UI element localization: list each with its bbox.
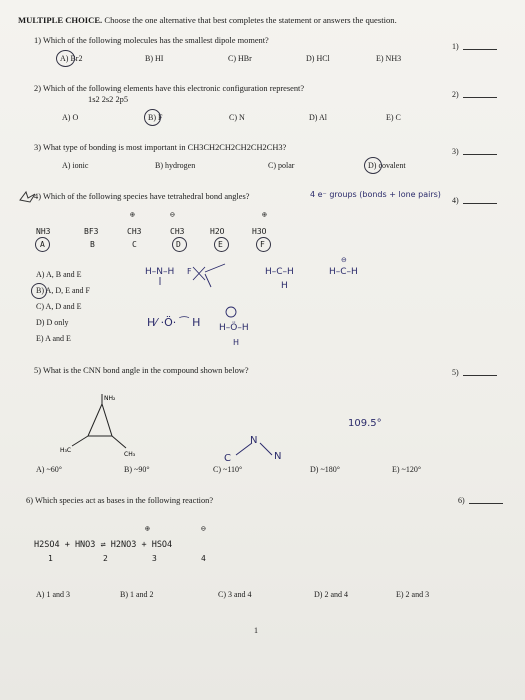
q5-option-a[interactable]: A) ~60° [36,465,62,474]
species-ch3-cation: CH3 [127,227,142,236]
svg-text:CH₃: CH₃ [124,451,136,458]
q4-option-a[interactable]: A) A, B and E [36,270,82,279]
question-number: 2) [34,84,41,93]
letter-d: D [176,240,181,249]
svg-text:H–Ö–H: H–Ö–H [219,323,249,333]
svg-text:H–C–H: H–C–H [329,267,358,277]
question-stem: Which species act as bases in the following reaction? [34,496,214,505]
q3-option-a[interactable]: A) ionic [62,161,89,170]
q4-option-e[interactable]: E) A and E [36,334,71,343]
circled-letter-mark [214,237,229,252]
species-ch3-anion: CH3 [170,227,185,236]
circled-letter-mark [172,237,187,252]
charge-minus: ⊖ [170,210,175,219]
svg-text:H–N–H: H–N–H [145,267,175,277]
question-stem: Which of the following elements have this electronic configuration represent? [42,84,305,93]
q1-option-c[interactable]: C) HBr [228,54,252,63]
q6-option-c[interactable]: C) 3 and 4 [218,590,252,599]
letter-c: C [132,240,137,249]
letter-a: A [40,240,45,249]
circled-letter-mark [35,237,50,252]
svg-text:NH₂: NH₂ [104,395,116,402]
q3-option-d[interactable]: D) covalent [368,161,406,170]
q2-option-b[interactable]: B) F [148,113,163,122]
question-stem: What is the CNN bond angle in the compound shown below? [42,366,249,375]
question-stem: What type of bonding is most important in CH3CH2CH2CH2CH2CH3? [42,143,287,152]
circled-letter-mark [256,237,271,252]
circled-answer-mark [56,50,75,67]
svg-text:H: H [233,338,240,347]
letter-e: E [218,240,223,249]
svg-text:⊖: ⊖ [341,256,347,264]
q4-option-c[interactable]: C) A, D and E [36,302,82,311]
circled-answer-mark [364,157,382,174]
svg-text:F: F [187,267,192,276]
handwritten-note: 4 e⁻ groups (bonds + lone pairs) [310,190,441,199]
answer-blank-4[interactable]: 4) [452,196,497,205]
question-stem: Which of the following species have tetrahedral bond angles? [42,192,250,201]
species-nh3: NH3 [36,227,51,236]
circled-answer-mark [144,109,161,126]
q1-option-e[interactable]: E) NH3 [376,54,402,63]
species-h3o: H3O [252,227,267,236]
question-2 [34,84,304,93]
label-2: 2 [103,554,108,563]
q1-option-a[interactable]: A) Br2 [60,54,83,63]
letter-f: F [260,240,265,249]
answer-blank-2[interactable]: 2) [452,90,497,99]
letter-b: B [90,240,95,249]
q5-option-e[interactable]: E) ~120° [392,465,422,474]
q2-option-d[interactable]: D) Al [309,113,327,122]
q5-option-c[interactable]: C) ~110° [213,465,243,474]
electron-config: 1s2 2s2 2p5 [88,95,129,104]
question-number: 5) [34,366,41,375]
question-stem: Which of the following molecules has the smallest dipole moment? [42,36,269,45]
q5-option-b[interactable]: B) ~90° [124,465,150,474]
question-number: 6) [26,496,33,505]
circled-answer-mark [31,283,47,299]
aziridine-structure-diagram [60,390,140,460]
question-1 [34,36,269,45]
reaction-equation: H2SO4 + HNO3 ⇌ H2NO3 + HSO4 [34,540,173,550]
section-title: MULTIPLE CHOICE. [18,15,103,25]
instructions-text: Choose the one alternative that best completes the statement or answers the question. [104,15,397,25]
q6-option-b[interactable]: B) 1 and 2 [120,590,154,599]
q3-option-b[interactable]: B) hydrogen [155,161,196,170]
svg-text:N: N [250,435,258,446]
q2-option-a[interactable]: A) O [62,113,79,122]
question-3 [34,143,286,152]
answer-blank-6[interactable]: 6) [458,496,503,505]
question-number: 1) [34,36,41,45]
q5-option-d[interactable]: D) ~180° [310,465,340,474]
q6-option-d[interactable]: D) 2 and 4 [314,590,348,599]
svg-text:N: N [274,451,282,462]
q4-option-b[interactable]: B) A, D, E and F [36,286,90,295]
species-h2o: H2O [210,227,225,236]
svg-text:H₃C: H₃C [60,447,72,454]
question-4 [34,192,249,201]
q2-option-c[interactable]: C) N [229,113,245,122]
q4-option-d[interactable]: D) D only [36,318,69,327]
page-number: 1 [254,626,258,635]
label-3: 3 [152,554,157,563]
label-4: 4 [201,554,206,563]
svg-text:C: C [224,453,231,464]
q1-option-b[interactable]: B) HI [145,54,164,63]
answer-blank-3[interactable]: 3) [452,147,497,156]
label-1: 1 [48,554,53,563]
svg-text:H: H [281,281,288,291]
question-number: 3) [34,143,41,152]
instructions-line [18,15,397,25]
charge-plus: ⊕ [130,210,135,219]
q6-option-a[interactable]: A) 1 and 3 [36,590,70,599]
question-number: 4) [34,192,41,201]
q3-option-c[interactable]: C) polar [268,161,295,170]
charge-plus: ⊕ [145,524,150,533]
answer-blank-5[interactable]: 5) [452,368,497,377]
svg-text:H–C–H: H–C–H [265,267,294,277]
species-bf3: BF3 [84,227,99,236]
q1-option-d[interactable]: D) HCl [306,54,330,63]
q2-option-e[interactable]: E) C [386,113,401,122]
q6-option-e[interactable]: E) 2 and 3 [396,590,430,599]
charge-minus: ⊖ [201,524,206,533]
svg-text:H⁄ ·Ö· ⁀ H: H⁄ ·Ö· ⁀ H [147,316,201,329]
handwritten-structures [125,252,365,362]
answer-blank-1[interactable]: 1) [452,42,497,51]
question-6 [26,496,213,505]
question-5 [34,366,249,375]
handwritten-angle: 109.5° [348,418,382,429]
charge-plus: ⊕ [262,210,267,219]
